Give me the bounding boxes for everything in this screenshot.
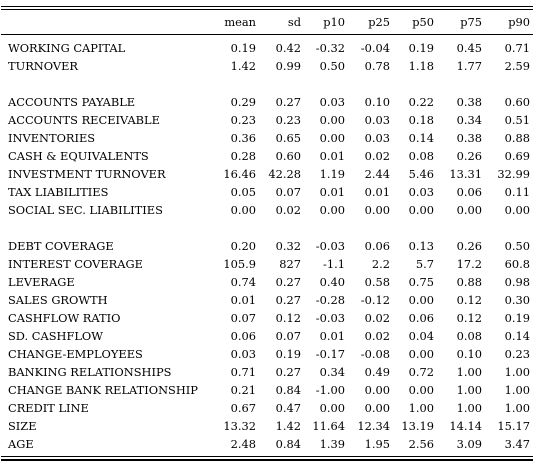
- table-cell: 0.72: [408, 365, 434, 380]
- table-cell: 0.06: [230, 329, 256, 344]
- table-cell: 0.07: [230, 311, 256, 326]
- table-cell: -1.00: [315, 383, 345, 398]
- table-cell: 1.00: [504, 383, 530, 398]
- table-row: [1, 345, 533, 363]
- table-row: [1, 327, 533, 345]
- table-cell: 0.00: [364, 401, 390, 416]
- table-cell: 0.19: [408, 41, 434, 56]
- table-cell: 0.18: [408, 113, 434, 128]
- table-cell: 1.00: [456, 401, 482, 416]
- table-cell: 0.88: [504, 131, 530, 146]
- table-cell: 0.29: [230, 95, 256, 110]
- header-rule: [1, 34, 533, 35]
- table-cell: 5.46: [408, 167, 434, 182]
- table-cell: 0.02: [364, 149, 390, 164]
- table-cell: 0.27: [275, 275, 301, 290]
- table-cell: -1.1: [323, 257, 345, 272]
- row-label: ACCOUNTS PAYABLE: [8, 95, 136, 110]
- table-cell: 1.00: [456, 383, 482, 398]
- table-cell: 16.46: [223, 167, 256, 182]
- table-cell: 0.12: [275, 311, 301, 326]
- row-label: CHANGE-EMPLOYEES: [8, 347, 143, 362]
- table-row: [1, 309, 533, 327]
- row-label: INTEREST COVERAGE: [8, 257, 143, 272]
- table-cell: 15.17: [497, 419, 530, 434]
- table-cell: 0.14: [504, 329, 530, 344]
- table-cell: 0.00: [408, 383, 434, 398]
- table-cell: 12.34: [357, 419, 390, 434]
- table-cell: 0.19: [230, 41, 256, 56]
- table-cell: 0.02: [275, 203, 301, 218]
- table-cell: 0.51: [504, 113, 530, 128]
- table-cell: 0.47: [275, 401, 301, 416]
- row-label: INVENTORIES: [8, 131, 96, 146]
- table-row: [1, 111, 533, 129]
- row-label: SD. CASHFLOW: [8, 329, 103, 344]
- table-cell: 2.48: [230, 437, 256, 452]
- row-label: TURNOVER: [8, 59, 78, 74]
- table-cell: 1.00: [504, 401, 530, 416]
- table-cell: 0.38: [456, 95, 482, 110]
- table-cell: 1.18: [408, 59, 434, 74]
- table-cell: 0.21: [230, 383, 256, 398]
- table-cell: 3.47: [504, 437, 530, 452]
- table-cell: 0.00: [319, 113, 345, 128]
- table-cell: 0.60: [275, 149, 301, 164]
- table-row: [1, 255, 533, 273]
- table-cell: 0.00: [456, 203, 482, 218]
- table-cell: 0.26: [456, 149, 482, 164]
- table-cell: 0.22: [408, 95, 434, 110]
- table-cell: 0.14: [408, 131, 434, 146]
- row-label: WORKING CAPITAL: [8, 41, 126, 56]
- table-cell: 0.07: [275, 329, 301, 344]
- table-cell: 1.00: [408, 401, 434, 416]
- table-cell: 0.84: [275, 383, 301, 398]
- table-cell: 0.98: [504, 275, 530, 290]
- table-cell: 0.32: [275, 239, 301, 254]
- table-cell: 0.06: [456, 185, 482, 200]
- table-cell: 1.00: [504, 365, 530, 380]
- table-cell: 0.11: [504, 185, 530, 200]
- table-cell: -0.08: [360, 347, 390, 362]
- bottom-rule-inner: [1, 456, 533, 457]
- table-cell: 60.8: [504, 257, 530, 272]
- table-row: [1, 165, 533, 183]
- row-label: TAX LIABILITIES: [8, 185, 109, 200]
- table-cell: 0.26: [456, 239, 482, 254]
- table-cell: 0.03: [230, 347, 256, 362]
- table-cell: 0.06: [364, 239, 390, 254]
- table-cell: 0.84: [275, 437, 301, 452]
- table-cell: 0.38: [456, 131, 482, 146]
- table-cell: 5.7: [415, 257, 434, 272]
- table-cell: 0.36: [230, 131, 256, 146]
- table-row: [1, 381, 533, 399]
- table-cell: 1.95: [364, 437, 390, 452]
- table-cell: 0.00: [408, 203, 434, 218]
- table-cell: 0.01: [319, 329, 345, 344]
- column-header: p75: [460, 15, 482, 30]
- table-row: [1, 39, 533, 57]
- table-cell: 0.34: [456, 113, 482, 128]
- column-header: mean: [224, 15, 256, 30]
- table-cell: 0.01: [364, 185, 390, 200]
- table-cell: 0.28: [230, 149, 256, 164]
- table-row: [1, 237, 533, 255]
- column-header: p90: [508, 15, 530, 30]
- table-cell: 0.34: [319, 365, 345, 380]
- table-cell: -0.32: [315, 41, 345, 56]
- table-cell: 0.10: [364, 95, 390, 110]
- table-cell: 0.04: [408, 329, 434, 344]
- table-cell: 0.00: [364, 383, 390, 398]
- table-cell: -0.04: [360, 41, 390, 56]
- row-label: INVESTMENT TURNOVER: [8, 167, 166, 182]
- table-row: [1, 273, 533, 291]
- table-cell: 0.19: [504, 311, 530, 326]
- top-rule: [1, 6, 533, 7]
- table-cell: 0.05: [230, 185, 256, 200]
- table-cell: 0.27: [275, 95, 301, 110]
- table-cell: 0.40: [319, 275, 345, 290]
- table-row: [1, 147, 533, 165]
- row-label: ACCOUNTS RECEIVABLE: [8, 113, 160, 128]
- table-cell: 1.00: [456, 365, 482, 380]
- table-cell: -0.03: [315, 311, 345, 326]
- table-cell: 105.9: [223, 257, 256, 272]
- row-label: SOCIAL SEC. LIABILITIES: [8, 203, 163, 218]
- table-cell: 2.2: [371, 257, 390, 272]
- table-cell: -0.03: [315, 239, 345, 254]
- table-row: [1, 363, 533, 381]
- table-cell: 0.12: [456, 311, 482, 326]
- table-cell: 0.27: [275, 365, 301, 380]
- table-cell: 0.08: [408, 149, 434, 164]
- table-cell: 0.69: [504, 149, 530, 164]
- table-cell: 0.45: [456, 41, 482, 56]
- row-label: SALES GROWTH: [8, 293, 108, 308]
- table-cell: 0.23: [275, 113, 301, 128]
- table-cell: 14.14: [449, 419, 482, 434]
- top-rule-inner: [1, 9, 533, 10]
- table-cell: 0.75: [408, 275, 434, 290]
- table-cell: 13.32: [223, 419, 256, 434]
- table-cell: -0.12: [360, 293, 390, 308]
- table-cell: 0.07: [275, 185, 301, 200]
- table-cell: 0.00: [408, 293, 434, 308]
- row-label: BANKING RELATIONSHIPS: [8, 365, 172, 380]
- table-cell: -0.28: [315, 293, 345, 308]
- table-cell: 0.06: [408, 311, 434, 326]
- table-cell: 0.00: [230, 203, 256, 218]
- table-cell: 0.30: [504, 293, 530, 308]
- table-row: [1, 435, 533, 453]
- table-cell: 0.88: [456, 275, 482, 290]
- row-label: CREDIT LINE: [8, 401, 89, 416]
- row-label: CASHFLOW RATIO: [8, 311, 121, 326]
- table-cell: 0.08: [456, 329, 482, 344]
- table-cell: 0.60: [504, 95, 530, 110]
- table-cell: 0.03: [364, 113, 390, 128]
- table-cell: 0.02: [364, 311, 390, 326]
- table-cell: 2.59: [504, 59, 530, 74]
- table-cell: 0.78: [364, 59, 390, 74]
- table-cell: -0.17: [315, 347, 345, 362]
- row-label: SIZE: [8, 419, 37, 434]
- table-cell: 0.71: [230, 365, 256, 380]
- table-row: [1, 93, 533, 111]
- table-cell: 17.2: [456, 257, 482, 272]
- table-cell: 0.67: [230, 401, 256, 416]
- table-cell: 0.03: [319, 95, 345, 110]
- table-row: [1, 399, 533, 417]
- table-cell: 0.65: [275, 131, 301, 146]
- table-cell: 0.13: [408, 239, 434, 254]
- table-cell: 1.42: [275, 419, 301, 434]
- table-row: [1, 57, 533, 75]
- header-row: [1, 13, 533, 31]
- table-cell: 32.99: [497, 167, 530, 182]
- table-cell: 0.50: [319, 59, 345, 74]
- table-cell: 0.27: [275, 293, 301, 308]
- table-cell: 0.00: [504, 203, 530, 218]
- row-label: LEVERAGE: [8, 275, 75, 290]
- table-cell: 0.74: [230, 275, 256, 290]
- table-cell: 0.99: [275, 59, 301, 74]
- column-header: sd: [287, 15, 301, 30]
- column-header: p50: [412, 15, 434, 30]
- table-cell: 11.64: [312, 419, 345, 434]
- table-cell: 1.42: [230, 59, 256, 74]
- bottom-rule: [1, 459, 533, 460]
- table-cell: 0.00: [408, 347, 434, 362]
- table-cell: 0.12: [456, 293, 482, 308]
- table-cell: 0.01: [319, 149, 345, 164]
- table-cell: 0.23: [504, 347, 530, 362]
- table-cell: 13.31: [449, 167, 482, 182]
- table-cell: 0.42: [275, 41, 301, 56]
- table-row: [1, 417, 533, 435]
- table-cell: 0.58: [364, 275, 390, 290]
- table-cell: 0.20: [230, 239, 256, 254]
- table-row: [1, 183, 533, 201]
- table-cell: 0.00: [319, 203, 345, 218]
- table-cell: 0.03: [408, 185, 434, 200]
- table-cell: 0.23: [230, 113, 256, 128]
- table-cell: 0.00: [364, 203, 390, 218]
- table-cell: 1.39: [319, 437, 345, 452]
- table-cell: 2.56: [408, 437, 434, 452]
- table-cell: 1.77: [456, 59, 482, 74]
- column-header: p25: [368, 15, 390, 30]
- table-cell: 0.10: [456, 347, 482, 362]
- table-cell: 0.02: [364, 329, 390, 344]
- table-cell: 1.19: [319, 167, 345, 182]
- table-cell: 0.00: [319, 131, 345, 146]
- table-cell: 42.28: [268, 167, 301, 182]
- column-header: p10: [323, 15, 345, 30]
- row-label: AGE: [8, 437, 34, 452]
- row-label: CASH & EQUIVALENTS: [8, 149, 149, 164]
- table-cell: 0.19: [275, 347, 301, 362]
- table-cell: 0.49: [364, 365, 390, 380]
- table-cell: 0.71: [504, 41, 530, 56]
- row-label: DEBT COVERAGE: [8, 239, 114, 254]
- table-cell: 3.09: [456, 437, 482, 452]
- table-row: [1, 129, 533, 147]
- table-row: [1, 201, 533, 219]
- table-row: [1, 291, 533, 309]
- table-cell: 0.01: [319, 185, 345, 200]
- table-cell: 13.19: [401, 419, 434, 434]
- table-cell: 0.03: [364, 131, 390, 146]
- table-cell: 827: [279, 257, 301, 272]
- row-label: CHANGE BANK RELATIONSHIP: [8, 383, 198, 398]
- table-cell: 0.01: [230, 293, 256, 308]
- table-cell: 0.00: [319, 401, 345, 416]
- table-cell: 0.50: [504, 239, 530, 254]
- table-cell: 2.44: [364, 167, 390, 182]
